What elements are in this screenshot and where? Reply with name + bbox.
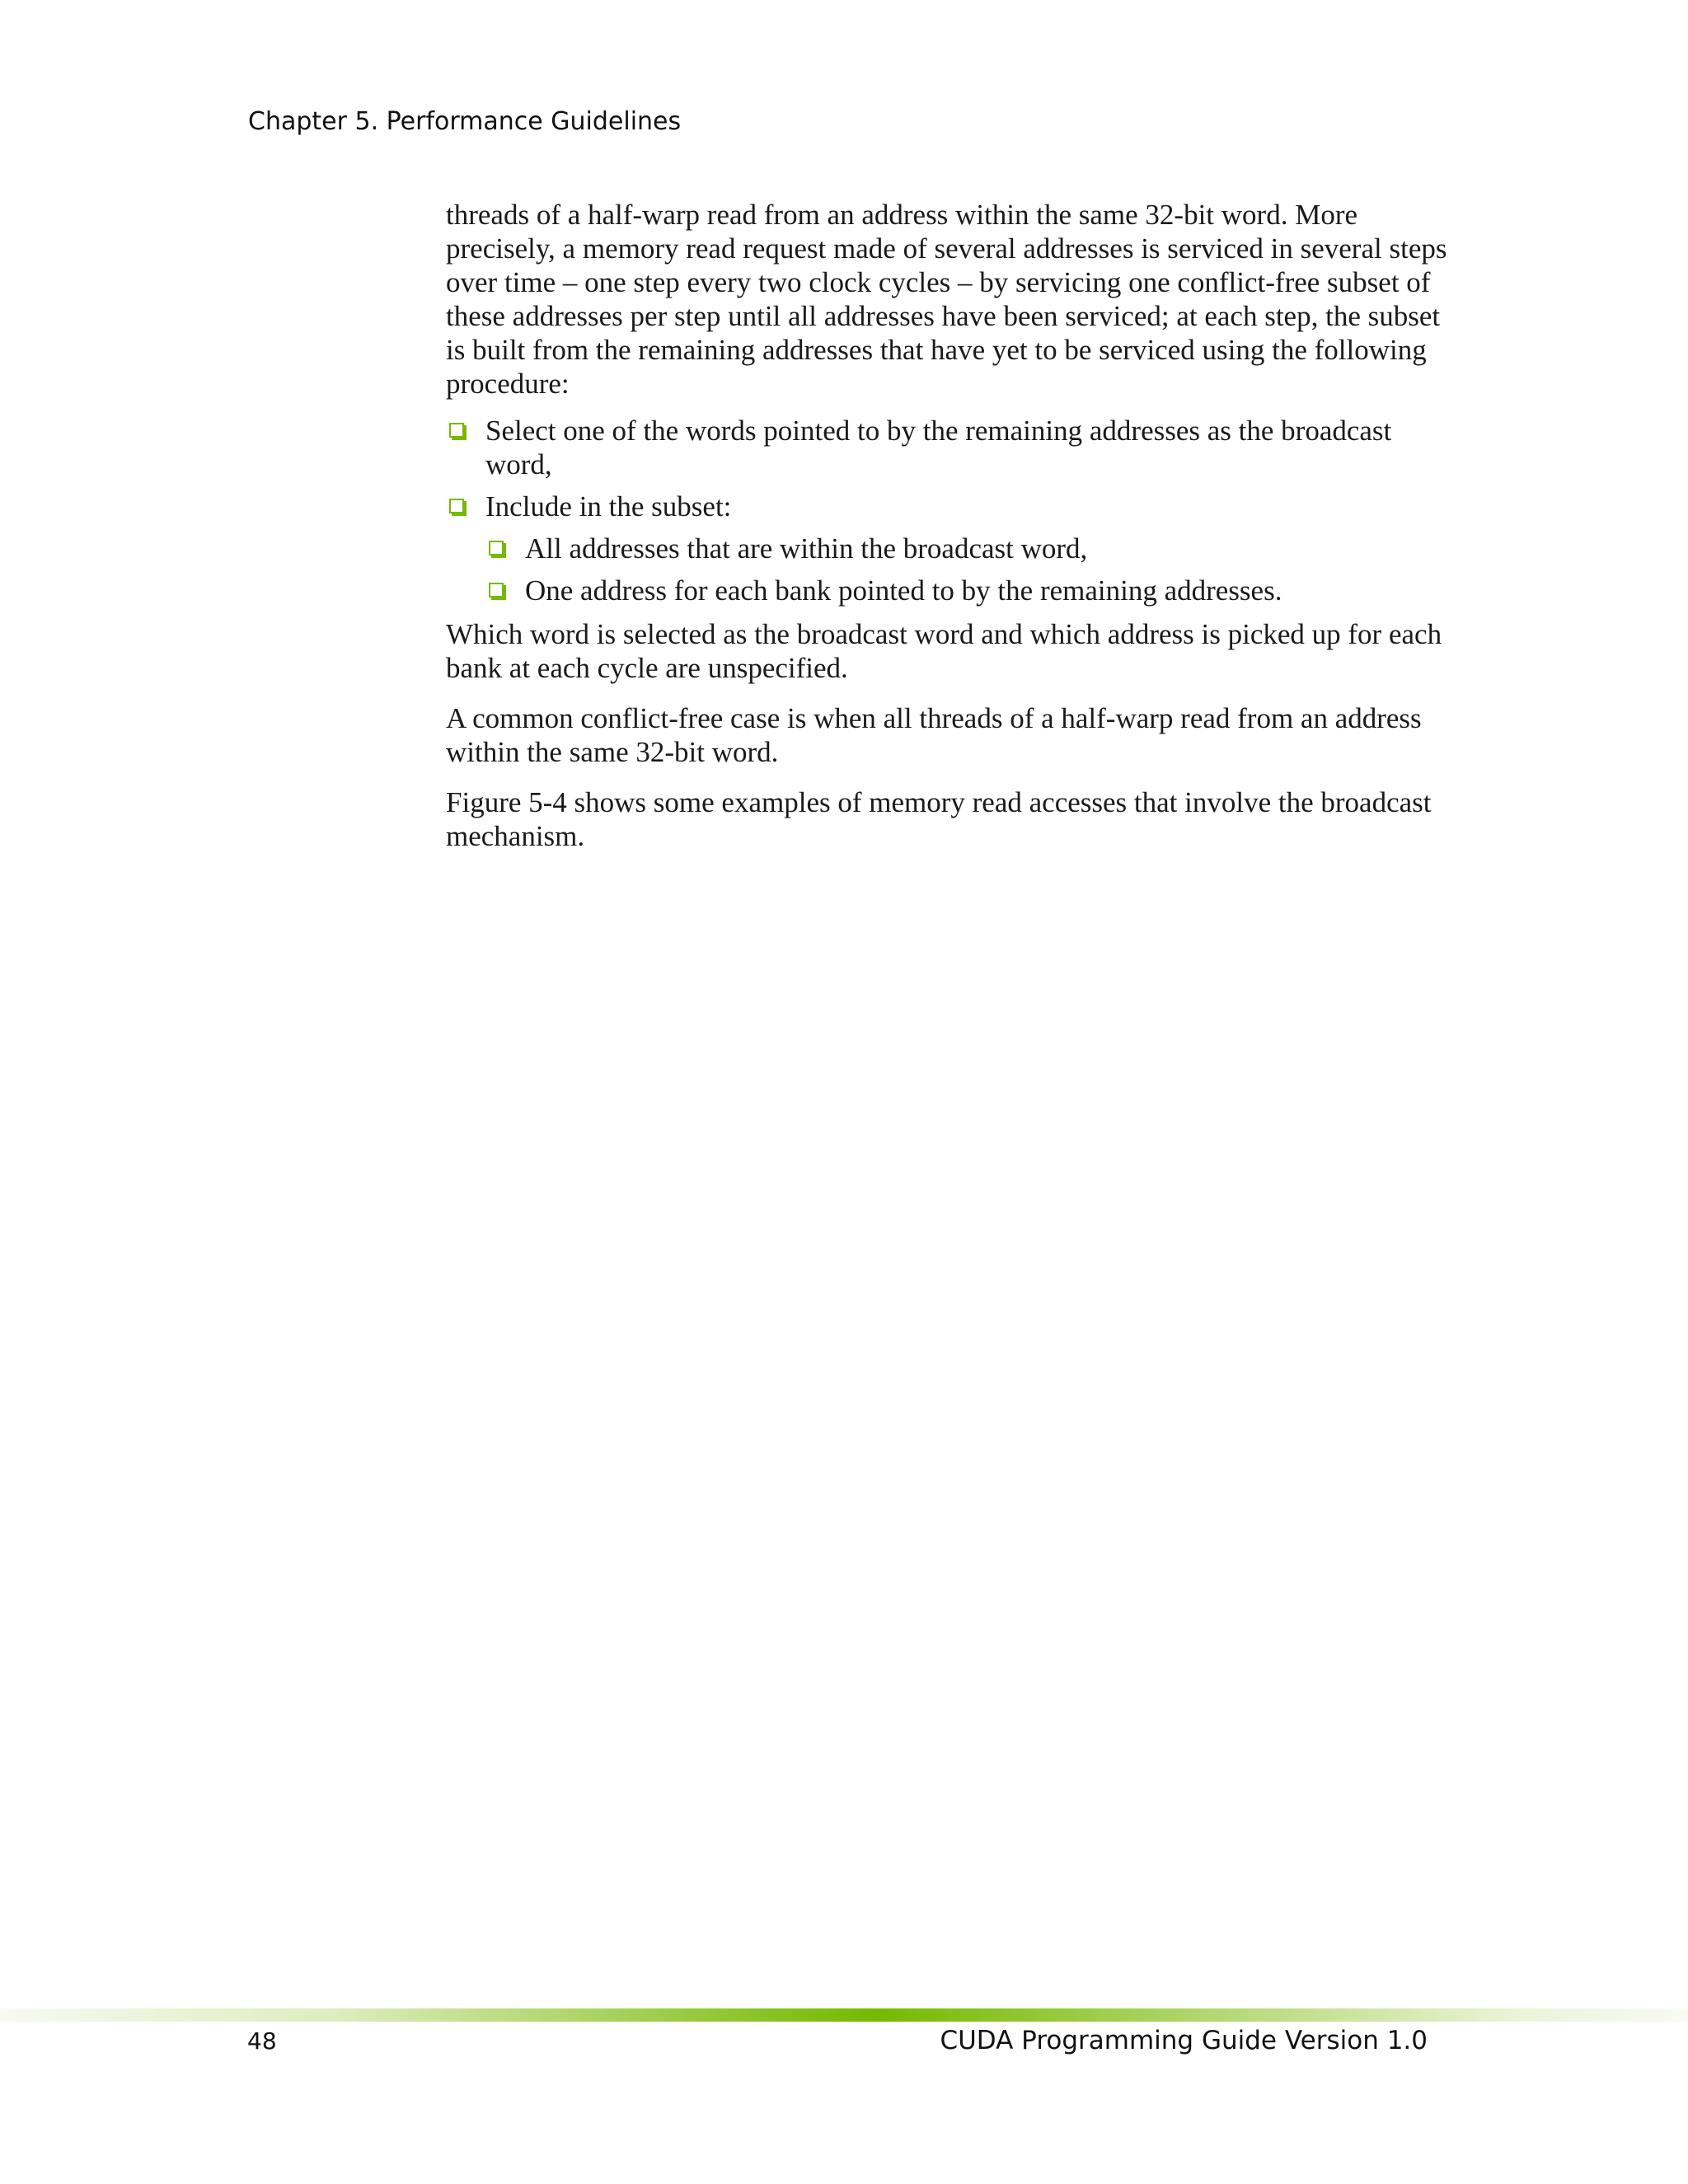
body-text <box>446 198 1460 869</box>
list-item-text: Select one of the words pointed to by the remaining addresses as the broadcast word, <box>485 415 1392 480</box>
sub-list-item-text: All addresses that are within the broadcast word, <box>525 532 1088 565</box>
intro-paragraph: threads of a half-warp read from an address within the same 32-bit word. More precisely, a memory read request made of several addresses is serviced in several steps over time – one step every two clock cycles – by servicing one conflict-free subset of these addresses per step until all addresses have been serviced; at each step, the subset is built from the remaining addresses that have yet to be serviced using the following procedure: <box>446 199 1447 400</box>
list-item <box>446 414 1460 481</box>
sub-list-item <box>446 574 1460 607</box>
sub-list-item <box>446 532 1460 565</box>
paragraph-common-case: A common conflict-free case is when all threads of a half-warp read from an address within the same 32-bit word. <box>446 702 1422 768</box>
checkbox-bullet-icon <box>449 499 464 513</box>
footer-document-title: CUDA Programming Guide Version 1.0 <box>940 2026 1428 2055</box>
checkbox-bullet-icon <box>489 541 504 555</box>
procedure-list <box>446 414 1460 607</box>
checkbox-bullet-icon <box>489 583 504 598</box>
page-number: 48 <box>247 2027 277 2055</box>
list-item-text: Include in the subset: <box>485 490 732 523</box>
sub-list-item-text: One address for each bank pointed to by the remaining addresses. <box>525 574 1282 607</box>
footer-gradient-bar <box>0 2008 1688 2022</box>
list-item <box>446 490 1460 523</box>
checkbox-bullet-icon <box>449 423 464 438</box>
paragraph-figure-reference: Figure 5-4 shows some examples of memory read accesses that involve the broadcast mechanism. <box>446 786 1432 852</box>
paragraph-unspecified-selection: Which word is selected as the broadcast word and which address is picked up for each bank at each cycle are unspecified. <box>446 618 1442 684</box>
running-header: Chapter 5. Performance Guidelines <box>248 107 682 136</box>
